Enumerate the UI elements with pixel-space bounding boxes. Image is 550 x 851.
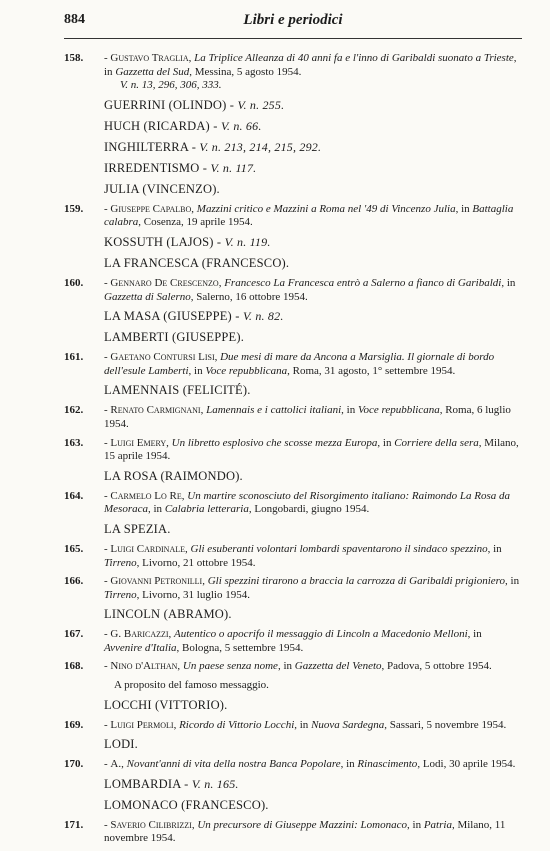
entry-title: La Triplice Alleanza di 40 anni fa e l'inno di Garibaldi suonato a Trieste <box>194 52 514 64</box>
entry-details: Cosenza, 19 aprile 1954. <box>143 216 253 229</box>
entry-title: Due mesi di mare da Ancona a Marsiglia. Il giornale di bordo dell'esule Lamberti <box>104 351 495 377</box>
entry-details: Lodi, 30 aprile 1954. <box>422 758 516 771</box>
subject-heading <box>64 607 522 622</box>
subject-heading <box>64 182 522 197</box>
entry-see-also: V. n. 13, 296, 306, 333. <box>120 79 222 92</box>
entry-body: - Gaetano Contursi Lisi, Due mesi di mare da Ancona a Marsiglia. Il giornale di bordo dell'esule Lamberti, in Voce repubblicana, Roma, 31 agosto, 1° settembre 1954. <box>104 351 495 377</box>
entry-details: Longobardi, giugno 1954. <box>254 503 370 516</box>
subject-heading <box>64 383 522 398</box>
cross-reference: V. n. 117. <box>210 160 257 175</box>
entry-number: 171. <box>64 818 84 831</box>
entry-pub-prefix: in <box>493 542 502 555</box>
entry-title: Gli esuberanti volontari lombardi spaventarono il sindaco spezzino <box>190 542 488 555</box>
entry-author: Gustavo Traglia <box>110 52 189 64</box>
entry-details: Messina, 5 agosto 1954. <box>194 65 302 78</box>
subject-heading <box>64 469 522 484</box>
entry-text <box>104 575 522 602</box>
heading-name: LINCOLN (ABRAMO). <box>104 607 232 622</box>
heading-name: LAMENNAIS (FELICITÉ). <box>104 383 251 398</box>
entry-publication: Corriere della sera <box>394 436 479 449</box>
entry-body: - Luigi Permoli, Ricordo di Vittorio Locchi, in Nuova Sardegna, Sassari, 5 novembre 1954. <box>104 718 507 731</box>
entry-publication: Gazzetta di Salerno <box>104 290 191 303</box>
heading-name: GUERRINI (OLINDO) <box>104 97 227 112</box>
entry-details: Livorno, 31 luglio 1954. <box>142 588 250 601</box>
bibliography-entry <box>64 628 522 655</box>
entry-details: Milano, 15 aprile 1954. <box>104 436 519 463</box>
entry-publication: Avvenire d'Italia <box>104 641 177 654</box>
entry-pub-prefix: in <box>194 364 206 377</box>
bibliography-entry <box>64 575 522 602</box>
entry-number: 158. <box>64 52 84 64</box>
subject-heading: LOMBARDIA - V. n. 165. <box>104 776 239 791</box>
entry-text <box>104 437 522 464</box>
entry-body: - Luigi Cardinale, Gli esuberanti volontari lombardi spaventarono il sindaco spezzino, in Tirreno, Livorno, 21 ottobre 1954. <box>104 542 502 569</box>
entry-pub-prefix: in <box>153 503 165 516</box>
cross-reference: V. n. 82. <box>242 309 284 324</box>
entry-body: - Luigi Emery, Un libretto esplosivo che scosse mezza Europa, in Corriere della sera, Milano, 15 aprile 1954. <box>104 436 519 463</box>
entry-pub-prefix: in <box>283 660 295 673</box>
entry-body: - G. Baricazzi, Autentico o apocrifo il messaggio di Lincoln a Macedonio Melloni, in Avvenire d'Italia, Bologna, 5 settembre 1954. <box>104 628 482 654</box>
entry-author: Gennaro De Crescenzo <box>110 276 219 289</box>
entry-number: 163. <box>64 436 84 449</box>
subject-heading: INGHILTERRA - V. n. 213, 214, 215, 292. <box>104 139 322 154</box>
entry-body: - Renato Carmignani, Lamennais e i cattolici italiani, in Voce repubblicana, Roma, 6 luglio 1954. <box>104 404 511 430</box>
entry-number: 170. <box>64 758 84 771</box>
subject-heading: IRREDENTISMO - V. n. 117. <box>104 160 257 175</box>
subject-heading <box>64 798 522 813</box>
entry-publication: Gazzetta del Veneto <box>294 660 382 673</box>
entry-text <box>104 351 522 378</box>
entry-details: Roma, 6 luglio 1954. <box>104 404 511 430</box>
entry-details: Livorno, 21 ottobre 1954. <box>142 556 256 569</box>
entry-title: Un martire sconosciuto del Risorgimento italiano: Raimondo La Rosa da Mesoraca <box>104 489 511 516</box>
heading-name: LA FRANCESCA (FRANCESCO). <box>104 255 290 270</box>
entry-author: Luigi Emery <box>110 436 167 449</box>
entry-publication: Voce repubblicana <box>357 404 440 417</box>
entry-text <box>104 490 522 517</box>
entry-author: Luigi Permoli <box>110 718 174 731</box>
cross-reference: V. n. 66. <box>220 118 262 133</box>
entry-number: 169. <box>64 718 84 731</box>
entry-details: Bologna, 5 settembre 1954. <box>182 641 304 654</box>
entry-author: Renato Carmignani <box>110 404 201 417</box>
bibliography-entry <box>64 277 522 304</box>
heading-name: JULIA (VINCENZO). <box>104 181 220 196</box>
entry-body: - Gustavo Traglia, La Triplice Alleanza di 40 anni fa e l'inno di Garibaldi suonato a Trieste, in Gazzetta del Sud, Messina, 5 agosto 1954. <box>104 52 517 78</box>
entry-author: Giovanni Petronilli <box>110 575 203 588</box>
entry-publication: Gazzetta del Sud <box>115 65 190 78</box>
entry-text <box>104 52 522 79</box>
entry-text <box>104 819 522 846</box>
entry-author: Nino d'Althan <box>110 660 178 673</box>
entry-number: 162. <box>64 404 84 417</box>
entry-body: - Carmelo Lo Re, Un martire sconosciuto del Risorgimento italiano: Raimondo La Rosa da Mesoraca, in Calabria letteraria, Longobardi, giugno 1954. <box>104 489 511 516</box>
entry-title: Gli spezzini tirarono a braccia la carrozza di Garibaldi prigioniero <box>207 575 506 588</box>
bibliography-entry <box>64 719 522 733</box>
bibliography-entry <box>64 490 522 517</box>
heading-name: LA SPEZIA. <box>104 521 171 536</box>
entry-pub-prefix: in <box>506 276 516 289</box>
subject-heading <box>64 256 522 271</box>
entry-details: Sassari, 5 novembre 1954. <box>389 718 507 731</box>
entry-number: 168. <box>64 660 84 673</box>
entry-author: G. Baricazzi <box>110 628 169 641</box>
entry-body: - A., Novant'anni di vita della nostra Banca Popolare, in Rinascimento, Lodi, 30 aprile 1954. <box>104 758 516 771</box>
entry-publication: Calabria letteraria <box>164 503 249 516</box>
subject-heading <box>64 330 522 345</box>
entry-body: - Giuseppe Capalbo, Mazzini critico e Mazzini a Roma nel '49 di Vincenzo Julia, in Battaglia calabra, Cosenza, 19 aprile 1954. <box>104 202 514 229</box>
entry-publication: Patria <box>423 818 452 831</box>
entry-title: Francesco La Francesca entrò a Salerno a fianco di Garibaldi <box>224 276 502 289</box>
entry-title: Novant'anni di vita della nostra Banca Popolare <box>126 758 341 771</box>
entry-title: Un precursore di Giuseppe Mazzini: Lomonaco <box>197 818 408 831</box>
entry-author: Giuseppe Capalbo <box>110 202 192 215</box>
entry-pub-prefix: in <box>346 758 358 771</box>
entry-publication: Battaglia calabra <box>104 202 514 229</box>
bibliography-entry <box>64 437 522 464</box>
entry-title: Mazzini critico e Mazzini a Roma nel '49 di Vincenzo Julia <box>196 202 456 215</box>
entry-text <box>104 277 522 304</box>
entry-text <box>104 628 522 655</box>
entry-title: Un paese senza nome <box>182 660 278 673</box>
bibliography-entry <box>64 819 522 846</box>
entry-publication: Tirreno <box>104 588 137 601</box>
entry-author: Luigi Cardinale <box>110 542 185 555</box>
page-number: 884 <box>64 12 85 27</box>
entry-body: - Giovanni Petronilli, Gli spezzini tirarono a braccia la carrozza di Garibaldi prigioniero, in Tirreno, Livorno, 31 luglio 1954. <box>104 575 520 601</box>
header-rule <box>64 38 522 39</box>
cross-reference: V. n. 213, 214, 215, 292. <box>199 139 322 154</box>
entry-number: 166. <box>64 575 84 588</box>
subject-heading <box>64 698 522 713</box>
subject-heading: GUERRINI (OLINDO) - V. n. 255. <box>104 97 285 112</box>
heading-name: LOMBARDIA <box>104 776 181 791</box>
bibliography-list <box>64 52 522 851</box>
heading-name: LA ROSA (RAIMONDO). <box>104 468 243 483</box>
heading-name: LA MASA (GIUSEPPE) <box>104 309 232 324</box>
page-header <box>64 12 522 32</box>
entry-text <box>104 758 522 772</box>
entry-title: Lamennais e i cattolici italiani <box>206 404 342 417</box>
heading-name: HUCH (RICARDA) <box>104 118 210 133</box>
entry-publication: Voce repubblicana <box>205 364 288 377</box>
entry-details: Roma, 31 agosto, 1° settembre 1954. <box>292 364 456 377</box>
entry-number: 161. <box>64 351 84 364</box>
bibliography-entry <box>64 351 522 378</box>
heading-name: LODI. <box>104 737 138 752</box>
entry-number: 167. <box>64 628 84 641</box>
entry-author: Saverio Cilibrizzi <box>110 818 192 831</box>
entry-pub-prefix: in <box>104 65 116 78</box>
entry-number: 159. <box>64 202 84 215</box>
heading-name: KOSSUTH (LAJOS) <box>104 234 214 249</box>
entry-text <box>104 660 522 674</box>
entry-text <box>104 404 522 431</box>
entry-publication: Tirreno <box>104 556 137 569</box>
cross-reference: V. n. 255. <box>237 97 285 112</box>
bibliography-entry <box>64 52 522 93</box>
subject-heading <box>64 522 522 537</box>
subject-heading: LA MASA (GIUSEPPE) - V. n. 82. <box>104 309 284 324</box>
subject-heading: HUCH (RICARDA) - V. n. 66. <box>104 118 262 133</box>
heading-name: LOMONACO (FRANCESCO). <box>104 797 269 812</box>
entry-details: Milano, 11 novembre 1954. <box>104 818 506 845</box>
heading-name: LOCCHI (VITTORIO). <box>104 697 228 712</box>
entry-text <box>104 543 522 570</box>
bibliography-entry <box>64 758 522 772</box>
heading-name: LAMBERTI (GIUSEPPE). <box>104 330 245 345</box>
entry-pub-prefix: in <box>461 202 473 215</box>
entry-author: Carmelo Lo Re <box>110 489 182 502</box>
entry-title: Un libretto esplosivo che scosse mezza Europa <box>171 436 378 449</box>
entry-details: Padova, 5 ottobre 1954. <box>387 660 492 673</box>
subject-heading <box>64 737 522 752</box>
entry-body: - Saverio Cilibrizzi, Un precursore di Giuseppe Mazzini: Lomonaco, in Patria, Milano, 11 novembre 1954. <box>104 818 506 845</box>
bibliography-entry <box>64 404 522 431</box>
entry-details: Salerno, 16 ottobre 1954. <box>196 290 308 303</box>
entry-author: A. <box>110 758 122 771</box>
bibliography-entry <box>64 660 522 674</box>
entry-body: - Nino d'Althan, Un paese senza nome, in Gazzetta del Veneto, Padova, 5 ottobre 1954. <box>104 660 492 673</box>
entry-pub-prefix: in <box>299 718 312 731</box>
cross-reference: V. n. 119. <box>224 234 271 249</box>
entry-publication: Rinascimento <box>357 758 418 771</box>
cross-reference: V. n. 165. <box>191 776 239 791</box>
running-title: Libri e periodici <box>243 12 343 28</box>
entry-note: A proposito del famoso messaggio. <box>114 679 269 692</box>
entry-pub-prefix: in <box>473 628 482 641</box>
entry-pub-prefix: in <box>346 404 358 417</box>
entry-pub-prefix: in <box>382 436 395 449</box>
entry-number: 164. <box>64 489 84 502</box>
entry-title: Ricordo di Vittorio Locchi <box>179 718 295 731</box>
entry-text <box>104 203 522 230</box>
entry-pub-prefix: in <box>412 818 424 831</box>
bibliography-entry <box>64 543 522 570</box>
entry-author: Gaetano Contursi Lisi <box>110 351 215 364</box>
heading-name: INGHILTERRA <box>104 139 189 154</box>
bibliography-entry <box>64 203 522 230</box>
entry-title: Autentico o apocrifo il messaggio di Lincoln a Macedonio Melloni <box>174 628 468 641</box>
entry-number: 165. <box>64 542 84 555</box>
entry-pub-prefix: in <box>510 575 520 588</box>
entry-number: 160. <box>64 276 84 289</box>
subject-heading: KOSSUTH (LAJOS) - V. n. 119. <box>104 234 271 249</box>
entry-text <box>104 719 522 733</box>
entry-publication: Nuova Sardegna <box>311 718 385 731</box>
entry-body: - Gennaro De Crescenzo, Francesco La Francesca entrò a Salerno a fianco di Garibaldi, in Gazzetta di Salerno, Salerno, 16 ottobre 1954. <box>104 276 516 303</box>
heading-name: IRREDENTISMO <box>104 160 200 175</box>
